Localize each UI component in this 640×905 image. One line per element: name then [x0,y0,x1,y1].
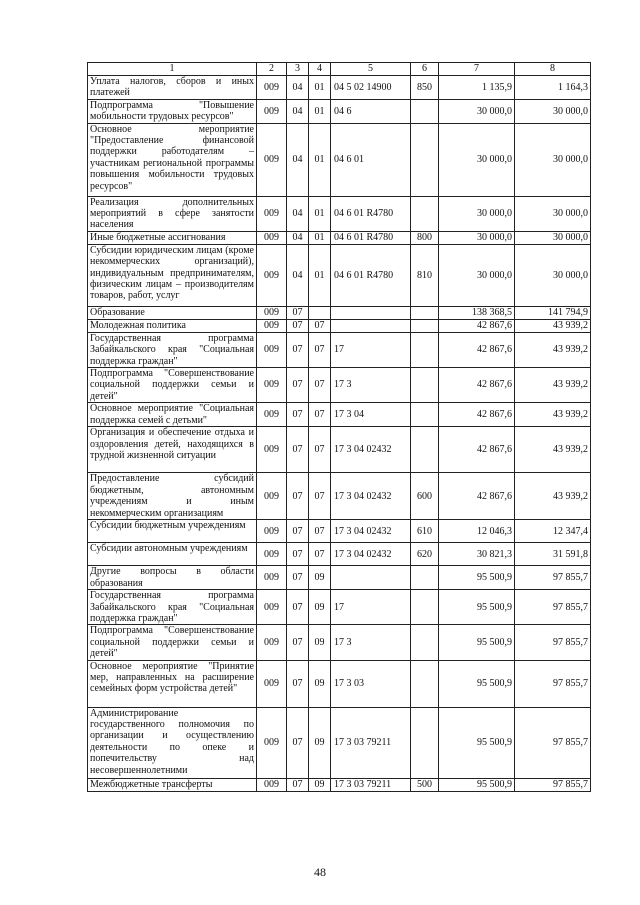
row-amount-year1: 42 867,6 [439,473,515,520]
row-admin-code: 009 [257,306,287,319]
row-expense-type [411,306,439,319]
col-header-3: 3 [287,63,309,76]
row-amount-year2: 141 794,9 [515,306,591,319]
row-section: 07 [287,403,309,427]
row-subsection: 09 [309,707,331,778]
row-subsection: 09 [309,660,331,707]
row-amount-year1: 42 867,6 [439,368,515,403]
row-admin-code: 009 [257,332,287,367]
row-amount-year1: 42 867,6 [439,319,515,332]
row-amount-year2: 43 939,2 [515,319,591,332]
row-subsection: 09 [309,625,331,660]
row-name: Подпрограмма "Совершенствование социальной поддержки семьи и детей" [88,625,257,660]
row-subsection: 07 [309,332,331,367]
table-row [88,427,591,473]
table-row [88,76,591,100]
row-expense-type: 610 [411,520,439,543]
row-amount-year2: 31 591,8 [515,543,591,566]
row-section: 07 [287,473,309,520]
budget-table-container [87,62,590,792]
table-row [88,590,591,625]
col-header-2: 2 [257,63,287,76]
row-section: 04 [287,99,309,123]
row-amount-year2: 97 855,7 [515,590,591,625]
row-amount-year2: 30 000,0 [515,196,591,231]
page-number: 48 [314,865,326,879]
row-subsection: 01 [309,123,331,196]
table-row [88,231,591,244]
row-name: Администрирование государственного полномочия по организации и осуществлению деятельности по опеке и попечительству над несовершеннолетними [88,707,257,778]
row-amount-year1: 138 368,5 [439,306,515,319]
row-amount-year1: 95 500,9 [439,590,515,625]
row-name: Межбюджетные трансферты [88,778,257,791]
row-subsection: 09 [309,778,331,791]
row-admin-code: 009 [257,76,287,100]
row-target-article: 17 3 03 79211 [331,778,411,791]
table-row [88,403,591,427]
row-amount-year1: 42 867,6 [439,403,515,427]
row-expense-type [411,368,439,403]
row-target-article: 17 3 04 02432 [331,427,411,473]
row-target-article [331,566,411,590]
table-row [88,196,591,231]
row-amount-year2: 1 164,3 [515,76,591,100]
row-admin-code: 009 [257,403,287,427]
row-section: 07 [287,319,309,332]
row-name: Основное мероприятие "Принятие мер, направленных на расширение семейных форм устройства детей" [88,660,257,707]
row-admin-code: 009 [257,566,287,590]
row-subsection: 07 [309,520,331,543]
row-expense-type: 500 [411,778,439,791]
row-section: 07 [287,306,309,319]
row-section: 04 [287,244,309,306]
row-admin-code: 009 [257,660,287,707]
row-amount-year1: 95 500,9 [439,660,515,707]
row-name: Подпрограмма "Совершенствование социальной поддержки семьи и детей" [88,368,257,403]
row-admin-code: 009 [257,778,287,791]
row-admin-code: 009 [257,231,287,244]
table-row [88,368,591,403]
table-row [88,332,591,367]
row-section: 07 [287,543,309,566]
row-target-article: 17 3 04 02432 [331,543,411,566]
row-amount-year2: 97 855,7 [515,660,591,707]
row-subsection [309,306,331,319]
row-amount-year1: 95 500,9 [439,625,515,660]
row-amount-year2: 12 347,4 [515,520,591,543]
row-name: Образование [88,306,257,319]
row-expense-type [411,99,439,123]
row-name: Субсидии бюджетным учреждениям [88,520,257,543]
row-subsection: 09 [309,590,331,625]
table-row [88,566,591,590]
row-expense-type [411,332,439,367]
row-section: 07 [287,368,309,403]
row-section: 07 [287,427,309,473]
table-row [88,543,591,566]
row-section: 07 [287,566,309,590]
row-target-article: 04 6 [331,99,411,123]
col-header-4: 4 [309,63,331,76]
row-name: Субсидии автономным учреждениям [88,543,257,566]
row-name: Государственная программа Забайкальского края "Социальная поддержка граждан" [88,332,257,367]
row-target-article [331,319,411,332]
row-admin-code: 009 [257,368,287,403]
row-name: Молодежная политика [88,319,257,332]
row-amount-year1: 30 000,0 [439,99,515,123]
row-admin-code: 009 [257,625,287,660]
row-name: Уплата налогов, сборов и иных платежей [88,76,257,100]
row-target-article: 17 3 03 79211 [331,707,411,778]
row-admin-code: 009 [257,707,287,778]
row-expense-type: 810 [411,244,439,306]
table-row [88,778,591,791]
row-target-article: 04 6 01 R4780 [331,196,411,231]
row-section: 07 [287,590,309,625]
row-amount-year1: 42 867,6 [439,427,515,473]
row-name: Предоставление субсидий бюджетным, автономным учреждениям и иным некоммерческим организациям [88,473,257,520]
row-target-article: 17 3 04 02432 [331,473,411,520]
table-header-row [88,63,591,76]
row-section: 07 [287,778,309,791]
table-row [88,520,591,543]
row-subsection: 07 [309,319,331,332]
table-row [88,625,591,660]
row-admin-code: 009 [257,196,287,231]
row-admin-code: 009 [257,520,287,543]
row-expense-type [411,427,439,473]
row-expense-type [411,403,439,427]
row-amount-year1: 95 500,9 [439,707,515,778]
row-admin-code: 009 [257,319,287,332]
row-expense-type [411,123,439,196]
row-target-article: 04 6 01 R4780 [331,231,411,244]
row-amount-year2: 43 939,2 [515,427,591,473]
row-amount-year2: 30 000,0 [515,231,591,244]
row-section: 07 [287,332,309,367]
row-name: Подпрограмма "Повышение мобильности трудовых ресурсов" [88,99,257,123]
table-row [88,123,591,196]
col-header-5: 5 [331,63,411,76]
row-admin-code: 009 [257,473,287,520]
row-section: 04 [287,196,309,231]
table-row [88,99,591,123]
budget-table [87,62,591,792]
row-section: 07 [287,707,309,778]
row-target-article: 04 5 02 14900 [331,76,411,100]
row-amount-year1: 42 867,6 [439,332,515,367]
row-expense-type [411,566,439,590]
row-admin-code: 009 [257,590,287,625]
row-amount-year1: 30 000,0 [439,123,515,196]
row-target-article [331,306,411,319]
row-expense-type [411,625,439,660]
row-subsection: 01 [309,244,331,306]
row-admin-code: 009 [257,543,287,566]
row-amount-year2: 30 000,0 [515,99,591,123]
row-expense-type: 800 [411,231,439,244]
row-name: Основное мероприятие "Предоставление финансовой поддержки работодателям – участникам региональной программы повышения мобильности трудовых ресурсов" [88,123,257,196]
row-amount-year1: 30 000,0 [439,196,515,231]
row-target-article: 17 [331,332,411,367]
row-subsection: 01 [309,231,331,244]
table-row [88,306,591,319]
row-section: 04 [287,231,309,244]
row-name: Организация и обеспечение отдыха и оздоровления детей, находящихся в трудной жизненной ситуации [88,427,257,473]
row-amount-year1: 95 500,9 [439,778,515,791]
row-expense-type: 620 [411,543,439,566]
row-section: 07 [287,625,309,660]
row-amount-year2: 43 939,2 [515,332,591,367]
row-amount-year2: 97 855,7 [515,778,591,791]
col-header-6: 6 [411,63,439,76]
row-target-article: 17 3 03 [331,660,411,707]
row-name: Государственная программа Забайкальского края "Социальная поддержка граждан" [88,590,257,625]
row-section: 07 [287,660,309,707]
row-amount-year2: 97 855,7 [515,625,591,660]
row-name: Субсидии юридическим лицам (кроме некоммерческих организаций), индивидуальным предпринимателям, физическим лицам – производителям товаров, работ, услуг [88,244,257,306]
table-row [88,707,591,778]
row-target-article: 17 [331,590,411,625]
row-subsection: 07 [309,368,331,403]
row-amount-year1: 30 821,3 [439,543,515,566]
row-name: Реализация дополнительных мероприятий в сфере занятости населения [88,196,257,231]
row-amount-year2: 43 939,2 [515,368,591,403]
row-amount-year2: 43 939,2 [515,403,591,427]
row-expense-type: 600 [411,473,439,520]
row-target-article: 04 6 01 [331,123,411,196]
row-admin-code: 009 [257,123,287,196]
table-body [88,76,591,792]
row-subsection: 01 [309,76,331,100]
row-target-article: 04 6 01 R4780 [331,244,411,306]
row-amount-year2: 97 855,7 [515,707,591,778]
row-subsection: 07 [309,403,331,427]
col-header-7: 7 [439,63,515,76]
row-section: 04 [287,76,309,100]
row-subsection: 07 [309,427,331,473]
table-row [88,473,591,520]
row-subsection: 07 [309,543,331,566]
row-name: Иные бюджетные ассигнования [88,231,257,244]
row-name: Другие вопросы в области образования [88,566,257,590]
row-amount-year2: 97 855,7 [515,566,591,590]
row-admin-code: 009 [257,427,287,473]
table-row [88,244,591,306]
row-target-article: 17 3 [331,625,411,660]
col-header-1: 1 [88,63,257,76]
row-expense-type [411,707,439,778]
row-name: Основное мероприятие "Социальная поддержка семей с детьми" [88,403,257,427]
row-target-article: 17 3 [331,368,411,403]
row-expense-type [411,660,439,707]
row-subsection: 01 [309,196,331,231]
row-amount-year2: 30 000,0 [515,244,591,306]
row-section: 07 [287,520,309,543]
row-target-article: 17 3 04 [331,403,411,427]
col-header-8: 8 [515,63,591,76]
row-admin-code: 009 [257,99,287,123]
row-subsection: 01 [309,99,331,123]
row-amount-year2: 43 939,2 [515,473,591,520]
row-admin-code: 009 [257,244,287,306]
row-expense-type: 850 [411,76,439,100]
row-amount-year1: 30 000,0 [439,231,515,244]
row-amount-year1: 30 000,0 [439,244,515,306]
row-subsection: 09 [309,566,331,590]
row-expense-type [411,590,439,625]
row-expense-type [411,196,439,231]
table-row [88,319,591,332]
table-row [88,660,591,707]
row-amount-year2: 30 000,0 [515,123,591,196]
row-expense-type [411,319,439,332]
row-amount-year1: 1 135,9 [439,76,515,100]
row-target-article: 17 3 04 02432 [331,520,411,543]
row-section: 04 [287,123,309,196]
row-amount-year1: 12 046,3 [439,520,515,543]
row-amount-year1: 95 500,9 [439,566,515,590]
row-subsection: 07 [309,473,331,520]
